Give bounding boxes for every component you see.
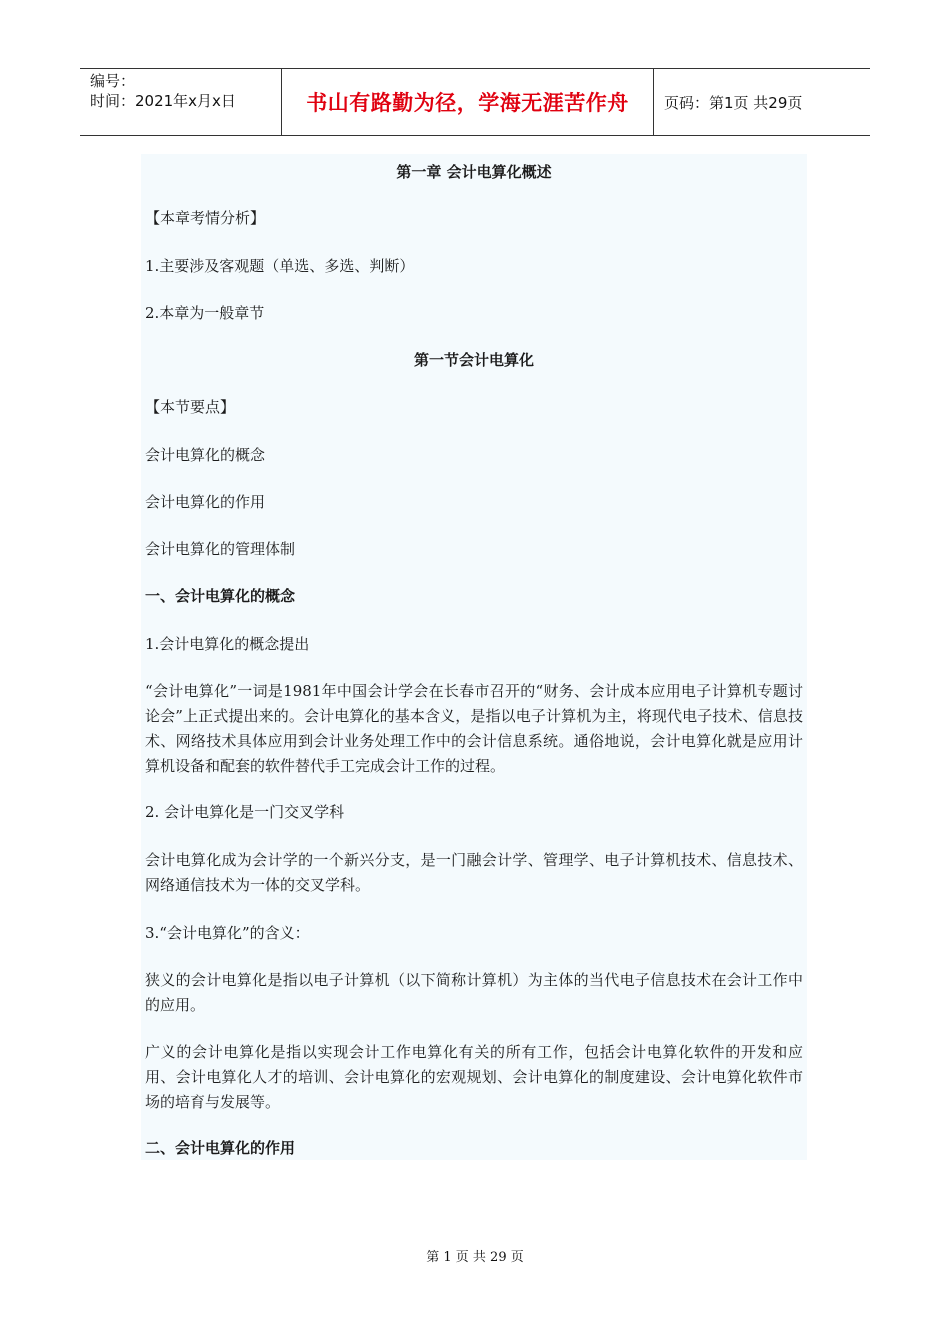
section-heading-2: 二、会计电算化的作用 — [145, 1139, 296, 1157]
time-label: 时间：2021年x月x日 — [90, 92, 236, 110]
section-title: 第一节会计电算化 — [413, 351, 534, 369]
number-label: 编号： — [90, 72, 136, 90]
subheading-2: 2. 会计电算化是一门交叉学科 — [145, 803, 345, 821]
header-meta — [80, 69, 282, 135]
point-item-2: 会计电算化的作用 — [145, 493, 266, 511]
page-header — [80, 68, 870, 136]
analysis-heading: 【本章考情分析】 — [145, 209, 266, 227]
point-item-3: 会计电算化的管理体制 — [145, 540, 296, 558]
document-body — [141, 154, 807, 1160]
header-motto: 书山有路勤为径，学海无涯苦作舟 — [282, 69, 654, 135]
page-footer: 第 1 页 共 29 页 — [426, 1250, 524, 1265]
subheading-3: 3.“会计电算化”的含义： — [145, 924, 310, 942]
paragraph-2: 会计电算化成为会计学的一个新兴分支，是一门融会计学、管理学、电子计算机技术、信息技术、网络通信技术为一体的交叉学科。 — [145, 851, 803, 894]
chapter-title: 第一章 会计电算化概述 — [396, 163, 552, 181]
analysis-item-2: 2.本章为一般章节 — [145, 304, 265, 322]
paragraph-4: 广义的会计电算化是指以实现会计工作电算化有关的所有工作，包括会计电算化软件的开发和应用、会计电算化人才的培训、会计电算化的宏观规划、会计电算化的制度建设、会计电算化软件市场的培育与发展等。 — [145, 1043, 803, 1111]
points-heading: 【本节要点】 — [145, 398, 236, 416]
header-page-info: 页码：第1页 共29页 — [664, 93, 803, 112]
analysis-item-1: 1.主要涉及客观题（单选、多选、判断） — [145, 257, 415, 275]
paragraph-3: 狭义的会计电算化是指以电子计算机（以下简称计算机）为主体的当代电子信息技术在会计工作中的应用。 — [145, 971, 803, 1014]
section-heading-1: 一、会计电算化的概念 — [145, 587, 296, 605]
subheading-1: 1.会计电算化的概念提出 — [145, 635, 310, 653]
paragraph-1: “会计电算化”一词是1981年中国会计学会在长春市召开的“财务、会计成本应用电子计算机专题讨论会”上正式提出来的。会计电算化的基本含义，是指以电子计算机为主，将现代电子技术、信息技术、网络技术具体应用到会计业务处理工作中的会计信息系统。通俗地说，会计电算化就是应用计算机设备和配套的软件替代手工完成会计工作的过程。 — [145, 682, 803, 775]
point-item-1: 会计电算化的概念 — [145, 446, 266, 464]
